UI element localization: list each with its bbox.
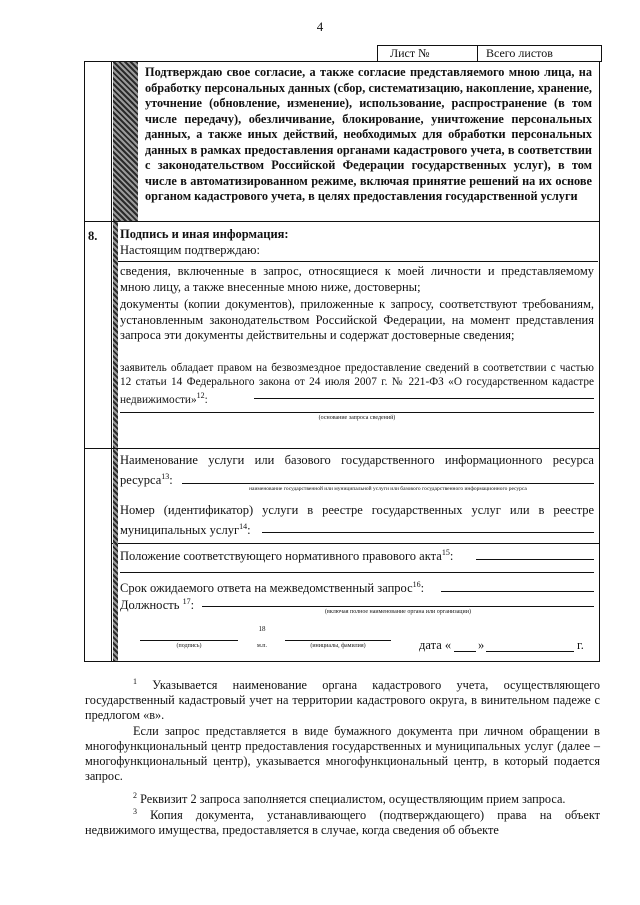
act-blank[interactable] <box>476 559 594 560</box>
position-caption: (включая полное наименование органа или организации) <box>325 609 471 615</box>
footnote-2-text: Реквизит 2 запроса заполняется специалистом, осуществляющим прием запроса. <box>140 792 566 807</box>
footnote-3-text: Копия документа, устанавливающего (подтверждающего) права на объект недвижимого имущества, предоставляется в случае, когда сведения об объекте <box>85 808 600 838</box>
consent-text: Подтверждаю свое согласие, а также согласие представляемого мною лица, на обработку персональных данных (сбор, систематизацию, накопление, хранение, уточнение (обновление, изменение), использование, распространение (в том числе передачу), обезличивание, блокирование, уничтожение персональных данных, а также иных действий, необходимых для обработки персональных данных в рамках предоставления органами кадастрового учета, в соответствии с законодательством Российской Федерации государственных услуг), в том числе в автоматизированном режиме, включая принятие решений на их основе органом кадастрового учета, в целях предоставления государственной услуги <box>145 65 592 203</box>
footnote-3-marker: 3 <box>133 807 137 816</box>
footnote-1-marker: 1 <box>133 677 137 686</box>
term-blank[interactable] <box>441 591 594 592</box>
date-day-blank[interactable] <box>454 651 476 652</box>
section-8-number: 8. <box>88 229 98 243</box>
footnote-ref-12: 12 <box>196 391 205 400</box>
basis-blank-2[interactable] <box>120 412 594 413</box>
term-label: Срок ожидаемого ответа на межведомственный запрос$^{16}$: <box>120 580 425 596</box>
hatched-bar-interagency <box>113 449 118 661</box>
position-label-text: Должность <box>120 598 180 613</box>
sheet-number-label: Лист № <box>378 46 478 61</box>
date-suffix: г. <box>577 638 584 652</box>
confirm-item-3: заявитель обладает правом на безвозмездное предоставление сведений в соответствии с частью 12 статьи 14 Федерального закона от 24 июля 2007 г. № 221-ФЗ «О государственном кадастре недвижимости»$^{12}$: <box>120 362 594 406</box>
number-column <box>84 61 112 662</box>
basis-caption: (основание запроса сведений) <box>318 415 396 421</box>
confirm-divider <box>118 261 598 262</box>
term-label-text: Срок ожидаемого ответа на межведомственный запрос <box>120 581 413 596</box>
act-label: Положение соответствующего нормативного правового акта$^{15}$: <box>120 548 454 564</box>
footnote-1-text: Указывается наименование органа кадастрового учета, осуществляющего государственный кадастровый учет на территории кадастрового округа, в винительном падеже с предлогом «в». <box>85 678 601 723</box>
act-blank-2[interactable] <box>120 572 594 573</box>
act-label-text: Положение соответствующего нормативного правового акта <box>120 549 442 564</box>
confirm-item-2: документы (копии документов), приложенные к запросу, соответствуют требованиям, установленным законодательством Российской Федерации, на момент представления запроса эти документы действительны и содержат достоверные сведения; <box>120 297 594 342</box>
row-divider-section8 <box>84 448 600 449</box>
service-blank[interactable] <box>182 483 594 484</box>
total-sheets-label: Всего листов <box>486 46 553 60</box>
section-8-title: Подпись и иная информация: <box>120 227 289 241</box>
basis-blank[interactable] <box>254 398 594 399</box>
footnote-3 <box>85 804 600 838</box>
service-label-line2: ресурса$^{13}$: <box>120 469 175 489</box>
footnote-ref-16: 16 <box>412 580 421 589</box>
position-blank[interactable] <box>202 606 594 607</box>
registry-label-text: Номер (идентификатор) услуги в реестре государственных услуг или в реестре муниципальных услуг <box>120 503 594 537</box>
date-prefix: дата « <box>419 638 452 652</box>
page-number: 4 <box>316 19 324 34</box>
row-divider-interagency <box>112 543 600 544</box>
footnote-ref-14: 14 <box>239 521 248 531</box>
signature-blank[interactable] <box>140 640 238 641</box>
service-label: Наименование услуги или базового государственного информационного ресурса <box>120 453 594 467</box>
confirm-item-3-text: заявитель обладает правом на безвозмездное предоставление сведений в соответствии с частью 12 статьи 14 Федерального закона от 24 июля 2007 г. № 221-ФЗ «О государственном кадастре недвижимости» <box>120 362 594 406</box>
footnote-ref-17: 17 <box>182 597 191 606</box>
footnote-ref-18: 18 <box>258 625 266 633</box>
stamp-caption: м.п. <box>256 643 267 649</box>
hatched-bar-section8 <box>113 222 118 448</box>
confirm-intro: Настоящим подтверждаю: <box>120 243 260 257</box>
position-label: Должность $^{17}$: <box>120 597 195 613</box>
date-mid: » <box>478 638 485 652</box>
footnote-2-marker: 2 <box>133 791 137 800</box>
row-divider-consent <box>84 221 600 222</box>
initials-caption: (инициалы, фамилия) <box>310 643 366 649</box>
sheet-header <box>377 45 602 62</box>
service-caption: наименование государственной или муниципальной услуги или базового государственного информационного ресурса <box>249 486 527 492</box>
hatched-bar-consent <box>113 62 138 221</box>
registry-label: Номер (идентификатор) услуги в реестре государственных услуг или в реестре муниципальных услуг$^{14}$: <box>120 503 594 537</box>
footnote-ref-13: 13 <box>161 472 170 481</box>
date-month-year-blank[interactable] <box>486 651 574 652</box>
footnote-1b: Если запрос представляется в виде бумажного документа при личном обращении в многофункциональный центр предоставления государственных и муниципальных услуг (далее – многофункциональный центр), указывается многофункциональный центр, в который подается запрос. <box>85 724 600 783</box>
service-label-line1 <box>120 453 594 469</box>
initials-blank[interactable] <box>285 640 391 641</box>
footnote-ref-15: 15 <box>441 548 450 557</box>
footnote-1 <box>85 674 600 723</box>
signature-caption: (подпись) <box>176 643 202 649</box>
confirm-item-1: сведения, включенные в запрос, относящиеся к моей личности и представляемому мною лицу, а также внесенные мною ниже, достоверны; <box>120 264 594 294</box>
registry-blank[interactable] <box>262 532 594 533</box>
